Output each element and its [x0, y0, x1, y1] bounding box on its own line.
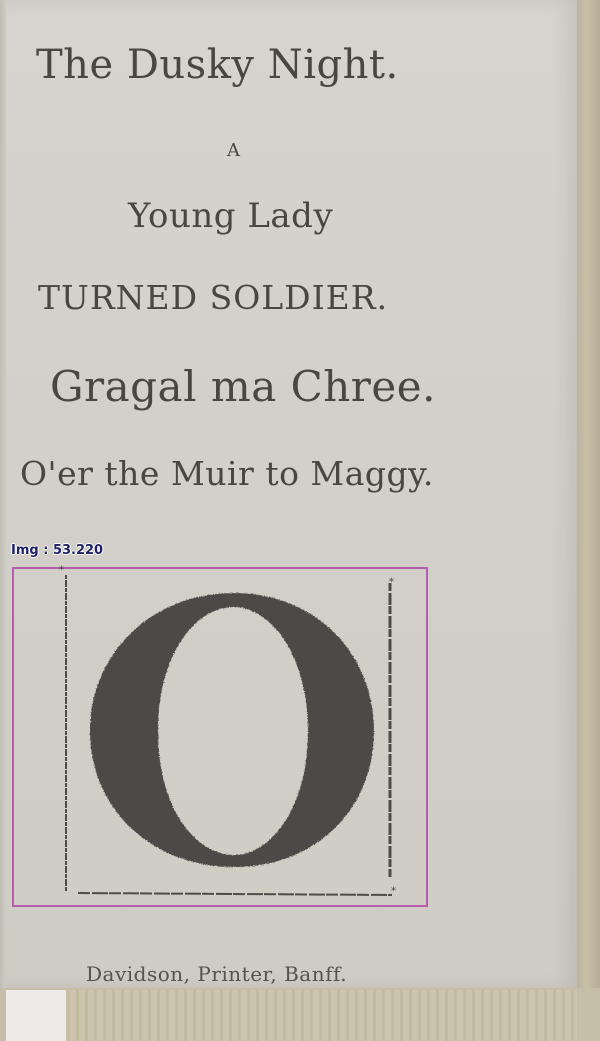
- bottom-white-strip: [6, 990, 66, 1041]
- decorative-letter-o-graphic: [59, 565, 412, 897]
- image-annotation-label: Img : 53.220: [11, 543, 104, 558]
- ornament-star: *: [391, 886, 396, 897]
- maggy-line: O'er the Muir to Maggy.: [20, 454, 434, 493]
- young-lady-line: Young Lady: [128, 196, 334, 236]
- printer-imprint: Davidson, Printer, Banff.: [86, 962, 348, 986]
- bottom-paper-edges: [70, 990, 577, 1041]
- title-line: The Dusky Night.: [36, 42, 399, 88]
- ornament-star: *: [389, 577, 394, 588]
- gragal-line: Gragal ma Chree.: [50, 362, 436, 411]
- subtitle-a: A: [227, 140, 241, 161]
- book-edge-strip: [577, 0, 600, 1041]
- decorative-letter-o: [59, 565, 412, 897]
- turned-soldier-line: TURNED SOLDIER.: [38, 278, 389, 317]
- ornament-star: *: [59, 565, 64, 576]
